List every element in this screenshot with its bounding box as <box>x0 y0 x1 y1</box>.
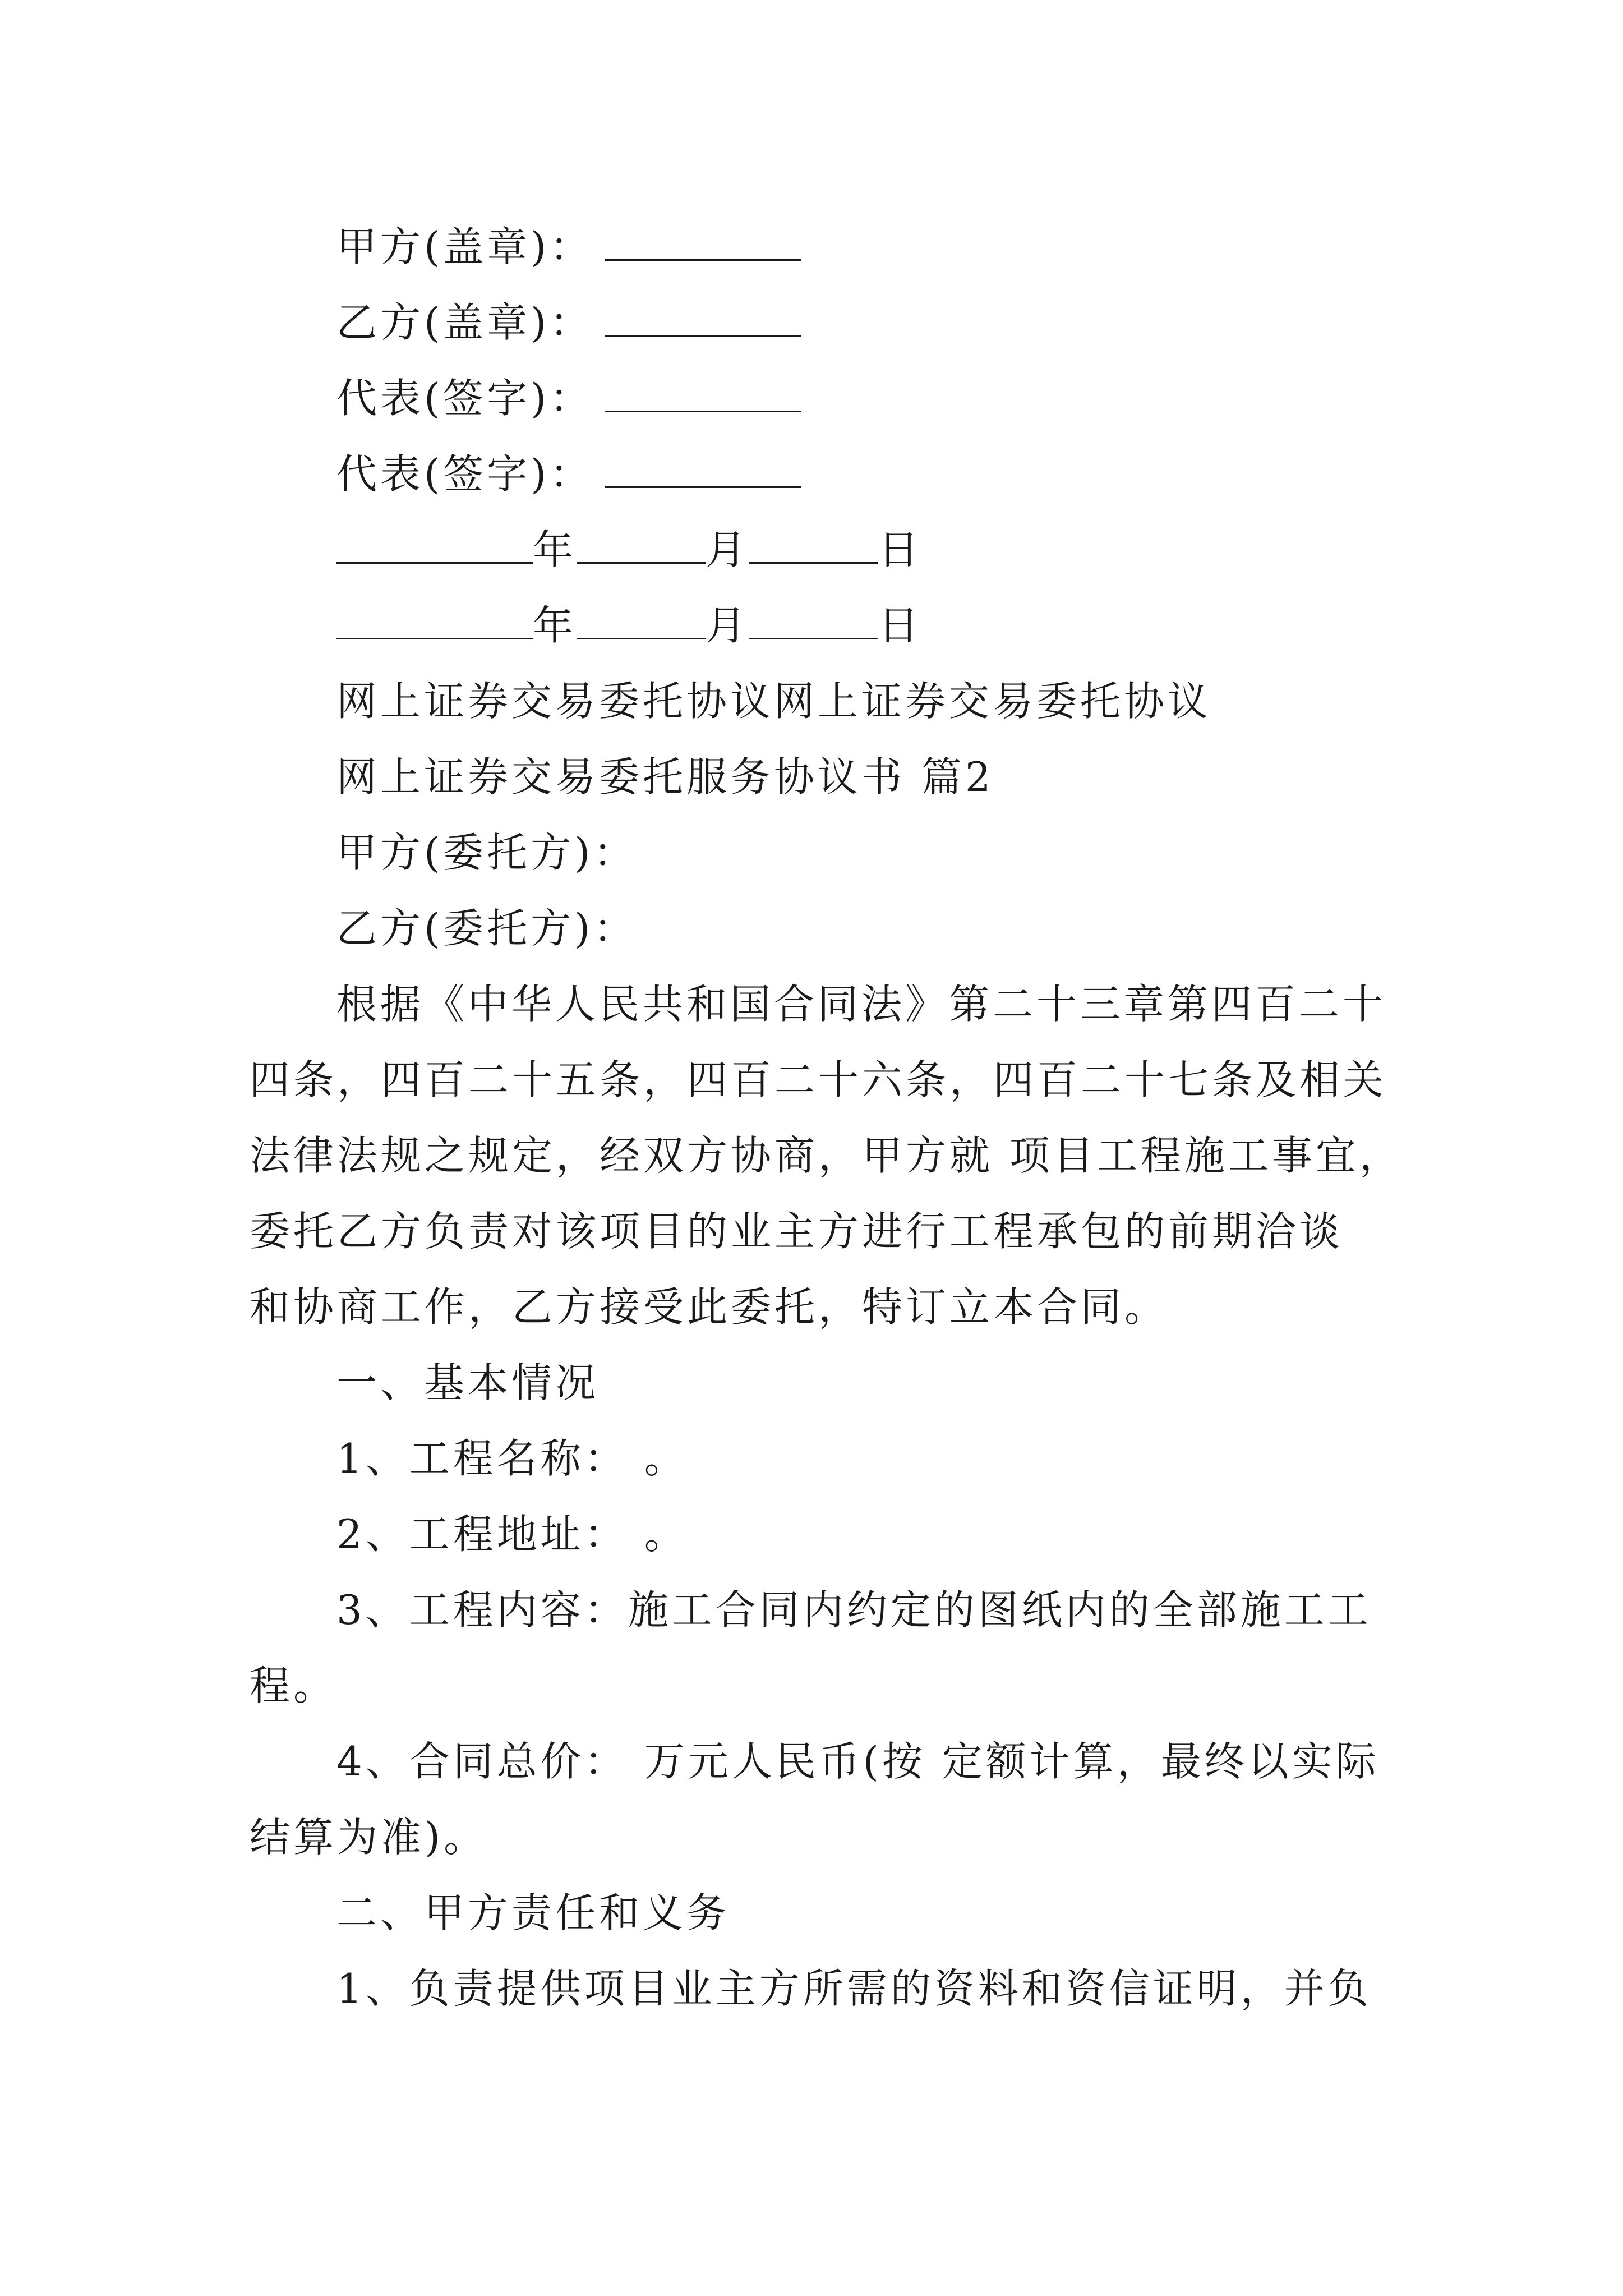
month-label: 月 <box>706 526 750 573</box>
intro-line-4: 委托乙方负责对该项目的业主方进行工程承包的前期洽谈 <box>250 1208 1344 1255</box>
day-label: 日 <box>878 526 923 573</box>
signature-line-rep-1 <box>336 373 801 424</box>
heading-repeat: 网上证券交易委托协议网上证券交易委托协议 <box>336 678 1212 725</box>
section1-title: 一、基本情况 <box>336 1359 600 1406</box>
signature-line-rep-2 <box>336 449 801 499</box>
intro-line-5: 和协商工作，乙方接受此委托，特订立本合同。 <box>250 1283 1169 1331</box>
signature-blank[interactable] <box>605 453 801 488</box>
signature-line-party-b <box>336 297 801 348</box>
month-label: 月 <box>706 602 750 649</box>
signature-label: 甲方(盖章)： <box>336 223 594 270</box>
intro-line-2: 四条，四百二十五条，四百二十六条，四百二十七条及相关 <box>250 1056 1387 1103</box>
year-label: 年 <box>533 526 577 573</box>
date-line-2 <box>336 600 922 651</box>
signature-line-party-a <box>336 222 801 272</box>
year-blank[interactable] <box>336 604 533 639</box>
day-blank[interactable] <box>749 528 878 564</box>
month-blank[interactable] <box>577 528 706 564</box>
section1-item-4-line-2: 结算为准)。 <box>250 1814 488 1861</box>
date-line-1 <box>336 524 922 575</box>
section1-item-3-line-1: 3、工程内容：施工合同内约定的图纸内的全部施工工 <box>336 1586 1372 1634</box>
party-b-line: 乙方(委托方)： <box>336 905 638 952</box>
day-label: 日 <box>878 602 923 649</box>
signature-label: 代表(签字)： <box>336 375 594 422</box>
section1-item-4-line-1: 4、合同总价： 万元人民币(按 定额计算，最终以实际 <box>336 1738 1380 1785</box>
party-a-line: 甲方(委托方)： <box>336 829 638 876</box>
intro-line-3: 法律法规之规定，经双方协商，甲方就 项目工程施工事宜， <box>250 1132 1403 1179</box>
section2-item-1-line-1: 1、负责提供项目业主方所需的资料和资信证明，并负 <box>336 1965 1372 2012</box>
signature-label: 代表(签字)： <box>336 450 594 498</box>
section1-item-2: 2、工程地址： 。 <box>336 1511 688 1558</box>
signature-blank[interactable] <box>605 301 801 337</box>
month-blank[interactable] <box>577 604 706 639</box>
signature-label: 乙方(盖章)： <box>336 299 594 346</box>
section1-item-3-line-2: 程。 <box>250 1662 338 1709</box>
year-blank[interactable] <box>336 528 533 564</box>
year-label: 年 <box>533 602 577 649</box>
day-blank[interactable] <box>749 604 878 639</box>
section2-title: 二、甲方责任和义务 <box>336 1889 731 1936</box>
signature-blank[interactable] <box>605 377 801 412</box>
intro-line-1: 根据《中华人民共和国合同法》第二十三章第四百二十 <box>336 981 1387 1028</box>
section-title: 网上证券交易委托服务协议书 篇2 <box>336 753 994 800</box>
signature-blank[interactable] <box>605 226 801 261</box>
section1-item-1: 1、工程名称： 。 <box>336 1435 688 1482</box>
